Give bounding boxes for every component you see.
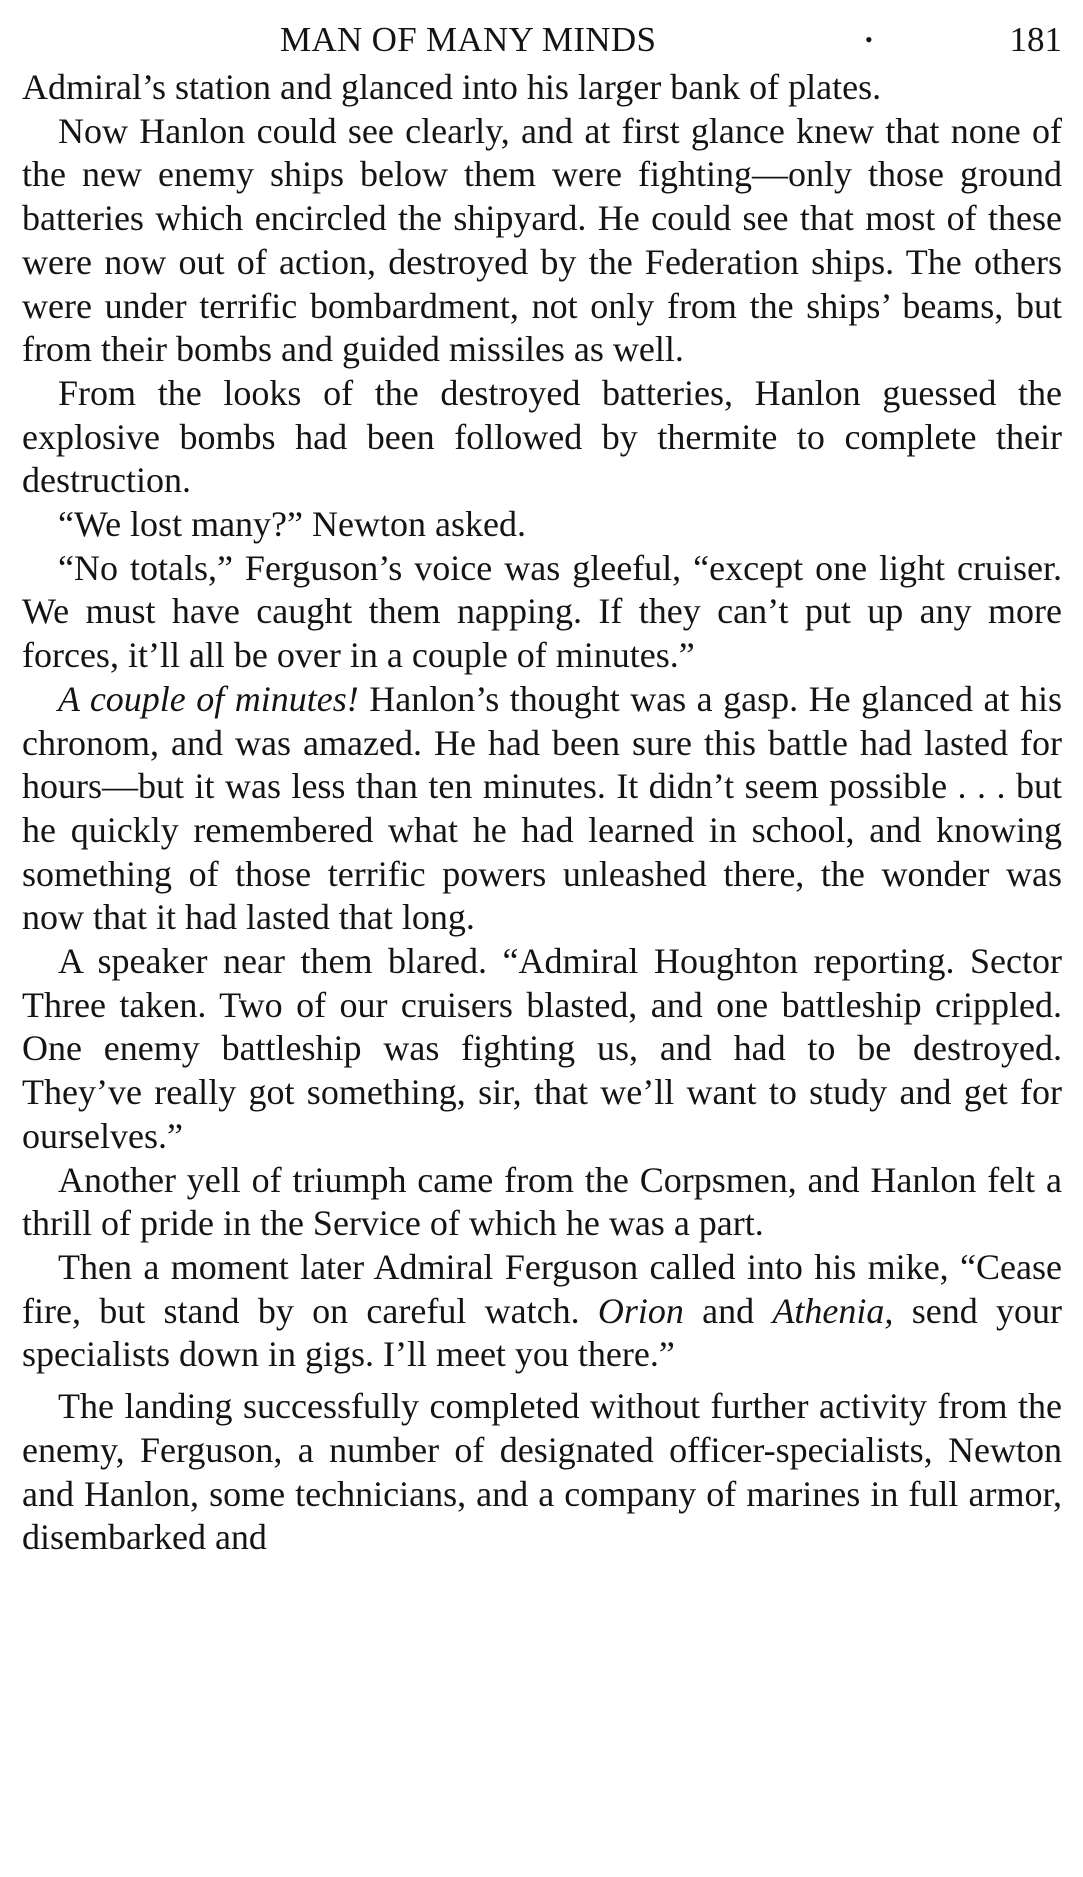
paragraph: Another yell of triumph came from the Corpsmen, and Hanlon felt a thrill of pride in the Service of which he was a part. (22, 1159, 1062, 1244)
book-page (22, 14, 1062, 1560)
page-number: 181 (1009, 20, 1062, 59)
running-title: MAN OF MANY MINDS (280, 20, 657, 59)
paragraph-text: Then a moment later Admiral Ferguson called into his mike, “Cease fire, but stand by on careful watch. (22, 1246, 1062, 1331)
ship-name-orion: Orion (597, 1290, 684, 1331)
body-text (22, 66, 1062, 1560)
paragraph-text: send your specialists down in gigs. I’ll meet you there.” (22, 1290, 1062, 1375)
paragraph: Admiral’s station and glanced into his larger bank of plates. (22, 67, 882, 107)
paragraph-text: Hanlon’s thought was a gasp. He glanced at his chronom, and was amazed. He had been sure this battle had lasted for hours—but it was less than ten minutes. It didn’t seem possible . . . but he quickly remembered what he had learned in school, and knowing something of those terrific powers unleashed there, the wonder was now that it had lasted that long. (22, 678, 1062, 938)
italic-phrase: A couple of minutes! (58, 678, 359, 719)
paragraph: The landing successfully completed without further activity from the enemy, Ferguson, a number of designated officer-specialists, Newton and Hanlon, some technicians, and a company of marines in full armor, disembarked and (22, 1386, 1062, 1558)
ship-name-athenia: Athenia, (772, 1290, 894, 1331)
header-bullet: • (865, 27, 873, 52)
running-header (22, 14, 1062, 66)
paragraph: Now Hanlon could see clearly, and at first glance knew that none of the new enemy ships below them were fighting—only those ground batteries which encircled the shipyard. He could see that most of these were now out of action, destroyed by the Federation ships. The others were under terrific bombardment, not only from the ships’ beams, but from their bombs and guided missiles as well. (22, 110, 1062, 370)
paragraph (22, 1246, 1062, 1377)
paragraph: A speaker near them blared. “Admiral Houghton reporting. Sector Three taken. Two of our cruisers blasted, and one battleship crippled. One enemy battleship was fighting us, and had to be destroyed. They’ve really got something, sir, that we’ll want to study and get for ourselves.” (22, 941, 1062, 1156)
paragraph: “We lost many?” Newton asked. (58, 504, 526, 545)
paragraph: “No totals,” Ferguson’s voice was gleeful, “except one light cruiser. We must have caught them napping. If they can’t put up any more forces, it’ll all be over in a couple of minutes.” (22, 547, 1062, 676)
paragraph: From the looks of the destroyed batteries, Hanlon guessed the explosive bombs had been followed by thermite to complete their destruction. (22, 372, 1062, 501)
paragraph-text: and (683, 1290, 773, 1331)
paragraph (22, 678, 1062, 940)
